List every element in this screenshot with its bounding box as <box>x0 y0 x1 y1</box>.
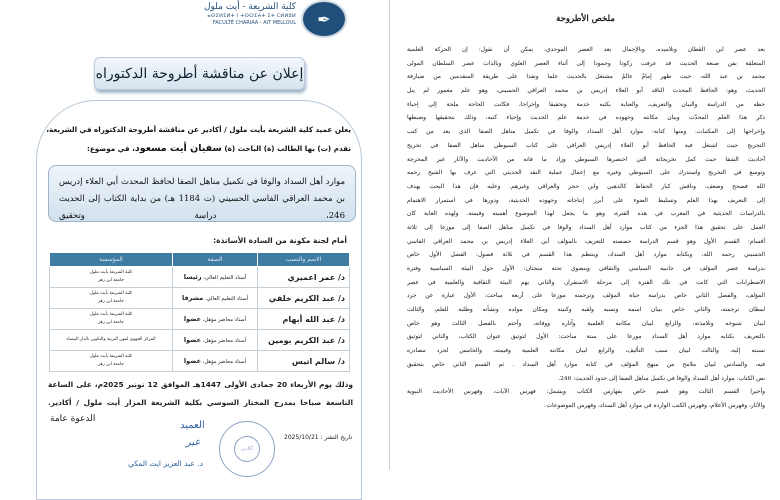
member-institution <box>50 330 173 351</box>
institution-line-1: المركز الجهوي لمهن التربية والتكوين بالدار البيضاء <box>66 337 156 342</box>
candidate-name: سفيان أيت مسعود <box>134 143 222 154</box>
faculty-name-ar: كلية الشريعة - أيت ملول <box>203 2 296 12</box>
member-institution <box>50 267 173 288</box>
role-title: أستاذ محاضر مؤهل، <box>202 359 247 365</box>
faculty-name-fr: FACULTÉ CHARIAA - AIT MELLOUL <box>212 20 296 26</box>
summary-line: ذكر هذا العلم المحدّث وبيان مكانته وجهوده في خدمة علم الحديث وإحياء كتبه، وذلك بتحقيقها وضبطها <box>407 115 765 122</box>
institution-line-1: كلية الشريعة بأيت ملول <box>89 291 133 296</box>
member-name: د/ عبد الكريم بومين <box>258 330 350 351</box>
summary-line: المؤلف، والفصل الثاني خاص بدراسة حياة المؤلف وترجمته موزعا على أربعة مباحث: الأول عبارة عن جرد <box>407 293 765 300</box>
summary-line: أحاديث الشفا حيث كمل تخريجاته التي اختصرها السيوطي وزاد ما فاته من الأحاديث والآثار غير المخرجة <box>407 156 765 163</box>
public-invitation: الدعوة عامة <box>50 414 96 424</box>
role-title: أستاذ التعليم العالي، <box>203 275 247 281</box>
role-position: عضوا <box>183 336 202 344</box>
summary-line: حظه من الدراسة والبيان والتعريف، والعناية بكتبه خدمة وتحقيقا وإخراجا، فكانت الحاجة ملحة إلى إحياء <box>407 101 765 108</box>
summary-line: أقسام: القسم الأول وهو قسم الدراسة خصصته للتعريف بالمؤلف أبي العلاء إدريس بن محمد العراقي الفاسي <box>407 238 765 245</box>
role-title: أستاذ محاضر مؤهل، <box>202 338 247 344</box>
summary-line: بالدراسات الحديثية في المغرب في هذه الفترة، وهو ما يجعل لهذا الموضوع أهميته وقيمته. ولهذه الغاية كان <box>407 211 765 218</box>
summary-line: الحديث، وهو: الحافظ المحدث الناقد أبو العلاء إدريس بن محمد العراقي الحسيني، وهو علم مغمور لم ينل <box>407 88 765 95</box>
col-role: الصفة <box>173 253 258 267</box>
summary-line: والآثار، وفهرس الأعلام، وفهرس الكتب الواردة في موارد أهل السداد، وفهرس الموضوعات. <box>544 402 765 409</box>
summary-line: العمل على تحقيق هذا الجزء من كتاب موارد أهل السداد والوفا في تكميل مناهل الصفا إلى موزعا إلى ثلاثة <box>407 224 765 231</box>
date-line-2: التاسعة صباحا بمدرج المختار السوسي بكلية الشريعة المزار أيت ملول / أكادير. <box>48 398 353 407</box>
dean-signature: عبر <box>186 437 201 448</box>
publish-date-label: تاريخ النشر : <box>320 434 353 441</box>
institution-line-1: كلية الشريعة بأيت ملول <box>89 354 133 359</box>
institution-line-1: كلية الشريعة بأيت ملول <box>89 312 133 317</box>
summary-line: الحسيني رحمه الله، وبكتابه موارد أهل السداد، وينتظم هذا القسم في ثلاثة فصول: الفصل الأول خاص <box>407 252 765 259</box>
announcement-title: إعلان عن مناقشة أطروحة الدكتوراه <box>94 57 305 90</box>
intro-suffix: ، في موضوع: <box>86 144 135 153</box>
col-name: الاسم والنسب <box>258 253 350 267</box>
summary-line: بدراسة عصر المؤلف في جانبيه السياسي والثقافي وينضوي تحته مبحثان: الأول حول البيئة السياسية وفترة <box>407 266 765 272</box>
summary-line: نص الكتاب: موارد أهل السداد والوفا في تكميل مناهل الصفا إلى حدود الحديث: 246. <box>558 375 765 382</box>
summary-line: نسبته إليه، والثالث لبيان سبب التأليف، والرابع لبيان مكانته العلمية وقيمته، والخامس لجرد مصادره <box>407 348 765 355</box>
member-role <box>173 267 258 288</box>
role-position: مشرفا <box>181 294 204 302</box>
dean-name: د. عبد العزيز ايت المكي <box>128 459 203 468</box>
member-role <box>173 309 258 330</box>
role-position: رئيسا <box>183 273 202 281</box>
committee-intro: أمام لجنة مكونة من السادة الأساتذة: <box>213 236 347 245</box>
summary-line: محمد بن عبد الله، حيث ظهر إمامٌ عالمٌ مشتغل بالحديث علما ونقدا على طريقة المتقدمين من صيارفة <box>407 74 765 81</box>
institution-line-2: جامعة ابن زهر <box>98 278 124 283</box>
table-row <box>50 351 350 372</box>
official-stamp <box>219 421 275 477</box>
summary-line: الاضطرابات التي كانت في تلك الفترة إلى مرحلة الاستقرار، والثاني يهم البيئة الثقافية والعلمية في عصر <box>407 279 765 286</box>
summary-line: إلى التعريف بهذا العلم وتسليط الضوء على أبرز إنتاجاته وجهوده الحديثية، ودورها في استمرار الاهتمام <box>407 197 765 204</box>
publish-date <box>284 434 352 441</box>
summary-line: الله فصحح وضعف، وناقش كبار الحفاظ كالذهبي وابن حجر والعراقي وغيرهم. وعليه فإن هذا البحث يهدف <box>407 183 765 190</box>
faculty-name-tifinagh: ⴰⵙⵉⵍⵉⵍⵜ ⵏ ⵜⵙⵔⵉⵄⵜ ⵉⵜ ⵎⵍⵍⵓⵍ <box>207 13 296 19</box>
summary-line: المتعلقة بفن صنعة الحديث قد عرفت ركودا وجمودا إلى أثناء العصر العلوي وبالذات عصر السلطان المولى <box>407 60 765 67</box>
table-header <box>50 253 350 267</box>
stamp-text: أكادير <box>234 436 260 462</box>
member-name: د/ عمر اعميري <box>258 267 350 288</box>
role-title: أستاذ التعليم العالي، <box>204 296 249 302</box>
member-name: د/ سالم اتيس <box>258 351 350 372</box>
table-row <box>50 267 350 288</box>
dean-label: العميد <box>180 420 205 431</box>
member-institution <box>50 288 173 309</box>
institution-line-2: جامعة ابن زهر <box>98 320 124 325</box>
intro-line-2 <box>31 143 351 154</box>
summary-line: فيه، والسادس لبيان ملامح من منهج المؤلف في كتابه موارد أهل السداد . ثم القسم الثاني خاص بتحقيق <box>407 361 765 368</box>
publish-date-value: 2025/10/21 <box>284 434 319 441</box>
member-institution <box>50 309 173 330</box>
summary-line: وتوسع في التخريج واستدرك على السيوطي وغيره مع إعمال عملية النقد الحديثي التي عرف بها الشيخ رحمه <box>407 170 765 177</box>
table-row <box>50 330 350 351</box>
summary-line: بعد عصر ابن القطان وتلاميذه، وبالإجمال بعد العصر الموحدي، يمكن أن نقول: إن الحركة العلمية <box>407 47 765 53</box>
member-name: د/ عبد الكريم خلفي <box>258 288 350 309</box>
summary-line: لمظان ترجمته، والثاني خاص ببيان اسمه ونسبه ولقبه وكنيته ومكان مولده ونشأته وطلبه للعلم، والثالث <box>407 307 765 314</box>
institution-line-2: جامعة ابن زهر <box>98 299 124 304</box>
intro-line-1: يعلن عميد كلية الشريعة بأيت ملول / أكادير عن مناقشة أطروحة الدكتوراه في الشريعة، <box>46 125 351 134</box>
member-role <box>173 351 258 372</box>
intro-prefix: تقدم (ت) بها الطالب (ة) الباحث (ة) <box>224 144 351 153</box>
thesis-subject: موارد أهل السداد والوفا في تكميل مناهل الصفا لحافظ المحدث أبي العلاء إدريس بن محمد العراقي الفاسي الحسيني (ت 1184 هـ) من بداية الكتاب إلى الحديث 246، دراسة وتحقيق <box>48 165 356 222</box>
committee-table <box>49 252 350 372</box>
institution-line-2: جامعة ابن زهر <box>98 362 124 367</box>
summary-line: وإخراجها إلى المكتبات. ومنها كتابه: موارد أهل السداد والوفا في تكميل مناهل الصفا الذي يعد من كتب <box>407 129 765 136</box>
member-institution <box>50 351 173 372</box>
table-row <box>50 288 350 309</box>
member-role <box>173 288 258 309</box>
summary-line: التخريج حيث اشتغل فيه الحافظ أبو العلاء إدريس العراقي على كتاب السيوطي مناهل الصفا في تخريج <box>407 142 765 149</box>
institution-line-1: كلية الشريعة بأيت ملول <box>89 270 133 275</box>
member-role <box>173 330 258 351</box>
member-name: د/ عبد الله أبهام <box>258 309 350 330</box>
faculty-header <box>196 2 296 26</box>
announcement-page <box>0 0 390 470</box>
table-row <box>50 309 350 330</box>
university-emblem-icon: ✒ <box>301 0 347 38</box>
col-institution: المؤسسة <box>50 253 173 267</box>
summary-line: لبيان شيوخه وتلامذته، والرابع لبيان مكانته العلمية وآثاره ووفاته، وأختم بالفصل الثالث وهو خاص <box>407 320 765 327</box>
summary-title: ملخص الأطروحة <box>556 14 615 24</box>
date-line-1: وذلك يوم الأربعاء 20 جمادى الأولى 1447هـ الموافق 12 نونبر 2025م، على الساعة <box>48 380 353 389</box>
summary-page <box>391 0 780 470</box>
role-position: عضوا <box>183 315 202 323</box>
summary-text <box>407 44 765 414</box>
role-position: عضوا <box>183 357 202 365</box>
summary-line: وأخيرا القسم الثالث وهو قسم خاص بفهارس الكتاب ويشمل: فهرس الآيات، وفهرس الأحاديث النبوية <box>407 389 765 396</box>
role-title: أستاذ محاضر مؤهل، <box>202 317 247 323</box>
summary-line: بالتعريف بكتابه موارد أهل السداد موزعا على ستة مباحث: الأول لتوثيق عنوان الكتاب، والثاني لتوثيق <box>407 334 765 341</box>
